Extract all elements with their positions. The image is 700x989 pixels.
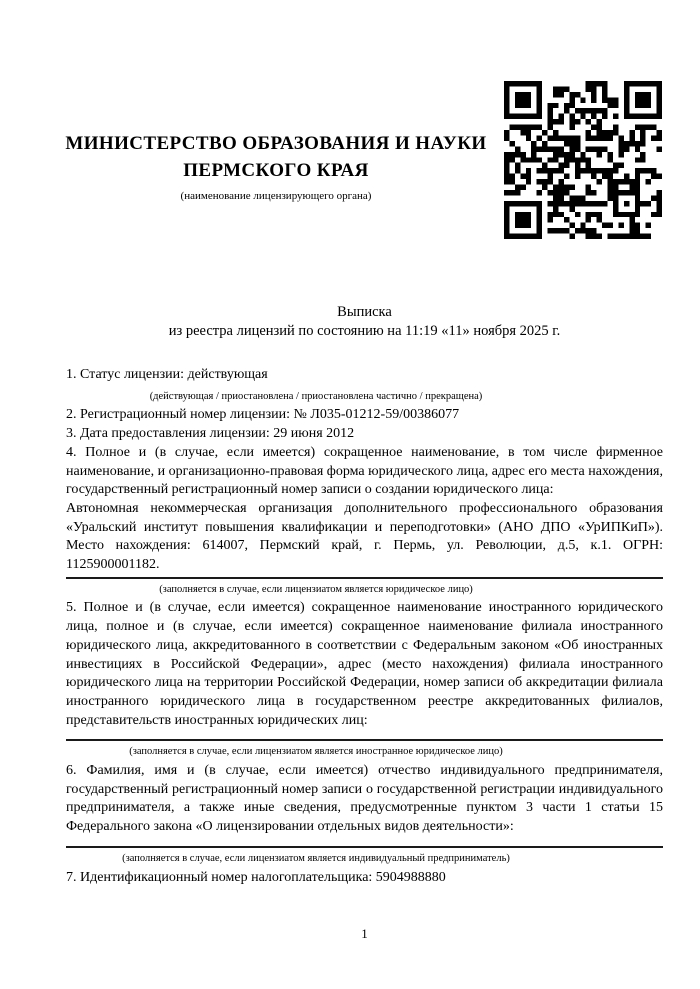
status-options-caption: (действующая / приостановлена / приостановлена частично / прекращена) [149, 390, 483, 402]
legal-entity-question: 4. Полное и (в случае, если имеется) сокращенное наименование, в том числе фирменное наименование, и организационно-правовая форма юридического лица, адрес его места нахождения, государственный регистрационный номер записи о создании юридического лица: [66, 444, 663, 498]
entrepreneur-question: 6. Фамилия, имя и (в случае, если имеется) отчество индивидуального предпринимателя, государственный регистрационный номер записи о государственной регистрации индивидуального предпринимателя, а также иные сведения, предусмотренные пунктом 3 части 1 статьи 15 Федерального закона «О лицензировании отдельных видов деятельности»: [66, 763, 663, 835]
issuing-authority-caption: (наименование лицензирующего органа) [180, 190, 372, 202]
fill-in-rule-legal-entity [66, 577, 663, 579]
document-body [66, 366, 663, 887]
fill-in-rule-entrepreneur [66, 846, 663, 848]
issuing-authority-header [60, 130, 492, 202]
ministry-name-line1: МИНИСТЕРСТВО ОБРАЗОВАНИЯ И НАУКИ [65, 133, 487, 154]
qr-code [503, 81, 663, 239]
foreign-entity-caption: (заполняется в случае, если лицензиатом является иностранное юридическое лицо) [129, 746, 503, 758]
fill-in-rule-foreign-entity [66, 739, 663, 741]
ministry-name-line2: ПЕРМСКОГО КРАЯ [183, 160, 369, 181]
registration-number-line: 2. Регистрационный номер лицензии: № Л035-01212-59/00386077 [66, 407, 460, 423]
grant-date-line: 3. Дата предоставления лицензии: 29 июня 2012 [66, 426, 355, 442]
document-title [66, 303, 663, 340]
foreign-entity-question: 5. Полное и (в случае, если имеется) сокращенное наименование иностранного юридического лица, полное и (в случае, если имеется) сокращенное наименование филиала иностранного юридического лица, аккредитованного в соответствии с Федеральным законом «Об иностранных инвестициях в Российской Федерации», адрес (место нахождения) филиала иностранного юридического лица на территории Российской Федерации, номер записи об аккредитации филиала иностранного юридического лица в государственном реестре аккредитованных филиалов, представительств иностранных юридических лиц: [66, 600, 663, 728]
legal-entity-caption: (заполняется в случае, если лицензиатом является юридическое лицо) [159, 583, 473, 595]
license-status-line: 1. Статус лицензии: действующая [66, 367, 268, 382]
taxpayer-id-line: 7. Идентификационный номер налогоплательщика: 5904988880 [66, 869, 446, 885]
legal-entity-answer: Автономная некоммерческая организация дополнительного профессионального образования «Уральский институт повышения квалификации и переподготовки» (АНО ДПО «УрИПКиП»). Место нахождения: 614007, Пермский край, г. Пермь, ул. Революции, д.5, к.1. ОГРН: 1125900001182. [66, 500, 663, 573]
page-number: 1 [361, 926, 368, 941]
document-title-line2: из реестра лицензий по состоянию на 11:19 «11» ноября 2025 г. [168, 322, 561, 339]
document-title-line1: Выписка [337, 304, 392, 320]
entrepreneur-caption: (заполняется в случае, если лицензиатом является индивидуальный предприниматель) [122, 852, 510, 864]
